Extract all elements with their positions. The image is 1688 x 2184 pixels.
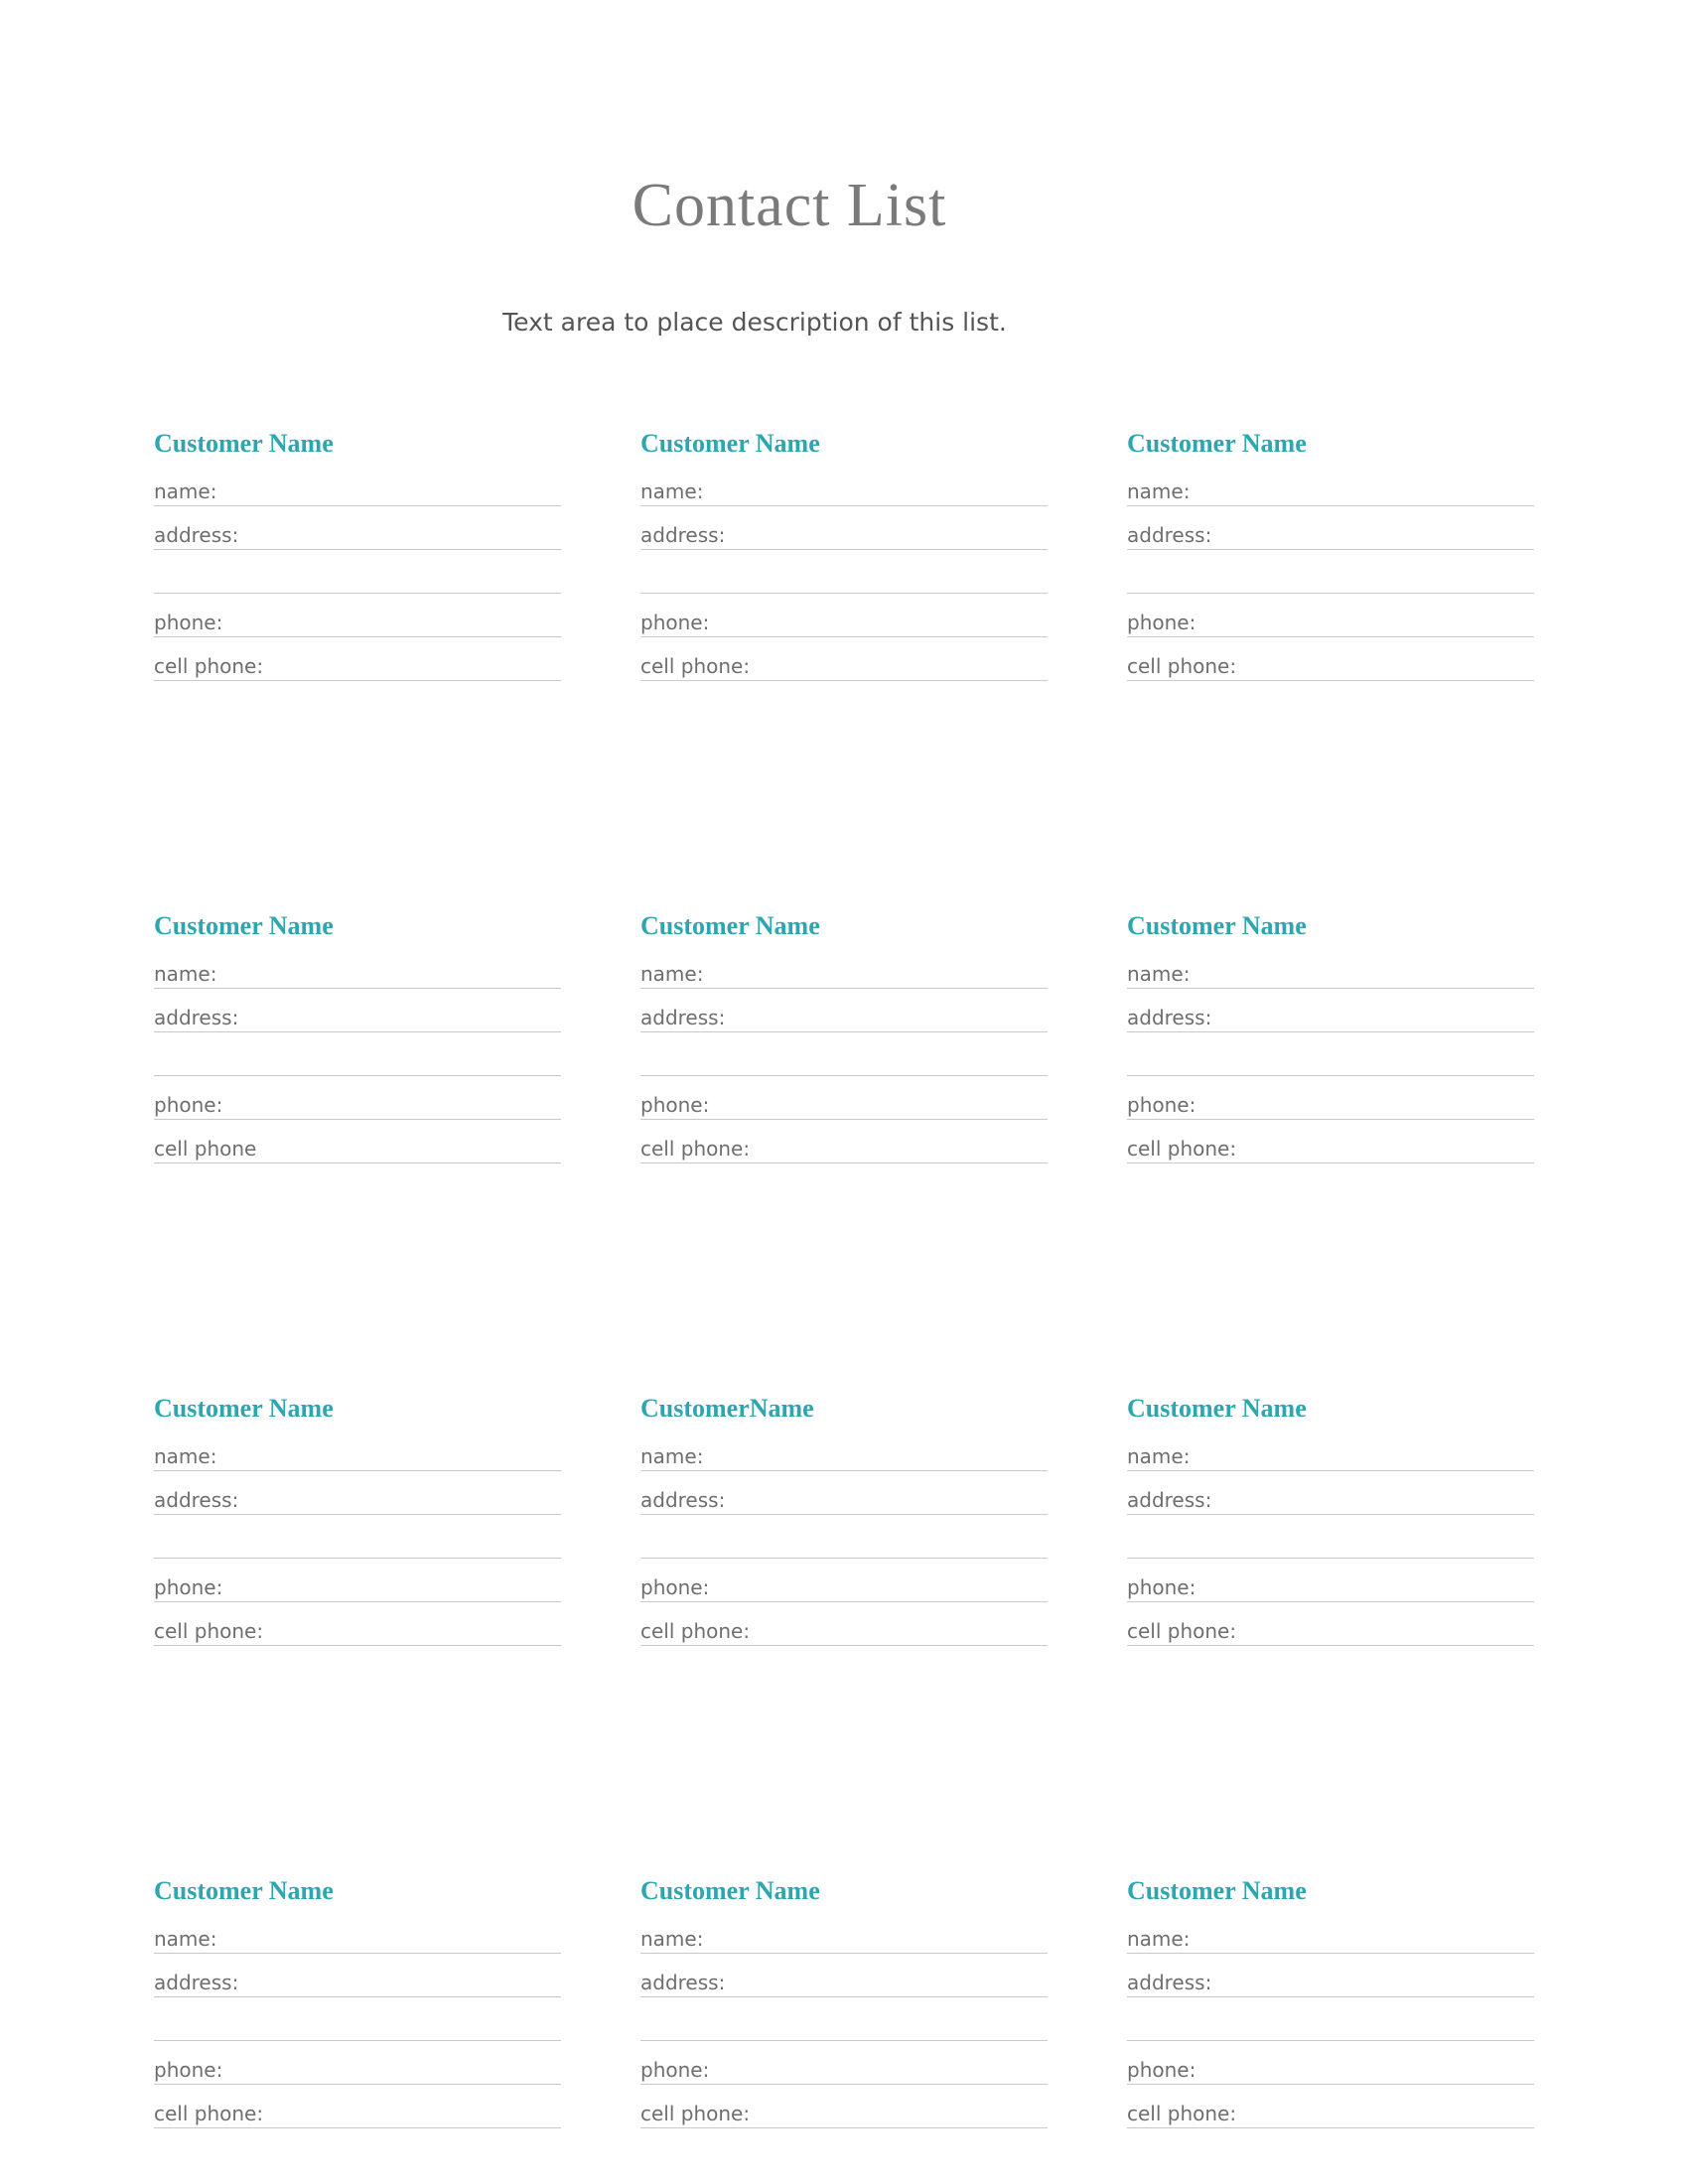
- name-field[interactable]: [1127, 1428, 1534, 1471]
- contact-card: [640, 1872, 1048, 2128]
- page-title: Contact List: [632, 172, 947, 239]
- address-line-2-field[interactable]: [640, 1032, 1048, 1076]
- name-label: name:: [154, 479, 217, 503]
- address-label: address:: [640, 523, 726, 547]
- name-label: name:: [640, 1927, 704, 1951]
- contact-card: [154, 425, 561, 681]
- phone-label: phone:: [1127, 1093, 1196, 1117]
- name-field[interactable]: [1127, 1910, 1534, 1954]
- address-field[interactable]: [154, 506, 561, 550]
- name-field[interactable]: [154, 945, 561, 989]
- customer-name-heading: Customer Name: [154, 1394, 334, 1423]
- name-field[interactable]: [154, 463, 561, 506]
- phone-label: phone:: [154, 1575, 223, 1599]
- customer-name-heading: Customer Name: [640, 429, 820, 458]
- contact-cards-grid: [154, 425, 1534, 2128]
- name-field[interactable]: [1127, 463, 1534, 506]
- address-line-2-field[interactable]: [154, 1515, 561, 1559]
- address-label: address:: [1127, 1006, 1212, 1029]
- customer-name-heading: Customer Name: [640, 1876, 820, 1905]
- name-label: name:: [154, 1927, 217, 1951]
- cell-phone-field[interactable]: [1127, 1602, 1534, 1646]
- phone-field[interactable]: [154, 1559, 561, 1602]
- phone-label: phone:: [154, 611, 223, 634]
- cell-phone-label: cell phone:: [640, 2102, 751, 2125]
- cell-phone-field[interactable]: [640, 637, 1048, 681]
- cell-phone-label: cell phone: [154, 1137, 257, 1160]
- contact-card: [1127, 1872, 1534, 2128]
- address-label: address:: [1127, 1488, 1212, 1512]
- cell-phone-field[interactable]: [1127, 2085, 1534, 2128]
- address-field[interactable]: [154, 1471, 561, 1515]
- contact-card: [154, 1872, 561, 2128]
- phone-label: phone:: [640, 611, 710, 634]
- phone-label: phone:: [640, 1093, 710, 1117]
- address-label: address:: [154, 523, 239, 547]
- contact-card: [640, 425, 1048, 681]
- address-line-2-field[interactable]: [640, 1997, 1048, 2041]
- contact-card: [1127, 1390, 1534, 1646]
- phone-field[interactable]: [640, 2041, 1048, 2085]
- cell-phone-field[interactable]: [1127, 1120, 1534, 1163]
- name-field[interactable]: [640, 1428, 1048, 1471]
- cell-phone-label: cell phone:: [640, 1137, 751, 1160]
- address-field[interactable]: [1127, 989, 1534, 1032]
- address-label: address:: [640, 1971, 726, 1994]
- phone-label: phone:: [1127, 611, 1196, 634]
- address-label: address:: [154, 1006, 239, 1029]
- address-line-2-field[interactable]: [1127, 1997, 1534, 2041]
- cell-phone-field[interactable]: [154, 637, 561, 681]
- cell-phone-label: cell phone:: [154, 654, 264, 678]
- contact-card: [640, 907, 1048, 1163]
- address-label: address:: [1127, 1971, 1212, 1994]
- cell-phone-label: cell phone:: [1127, 1619, 1237, 1643]
- cell-phone-label: cell phone:: [1127, 2102, 1237, 2125]
- phone-field[interactable]: [1127, 1559, 1534, 1602]
- address-field[interactable]: [1127, 1954, 1534, 1997]
- customer-name-heading: Customer Name: [1127, 1394, 1307, 1423]
- address-field[interactable]: [1127, 1471, 1534, 1515]
- cell-phone-label: cell phone:: [640, 654, 751, 678]
- cell-phone-field[interactable]: [154, 2085, 561, 2128]
- customer-name-heading: CustomerName: [640, 1394, 814, 1423]
- address-field[interactable]: [640, 506, 1048, 550]
- phone-label: phone:: [1127, 2058, 1196, 2082]
- cell-phone-field[interactable]: [640, 2085, 1048, 2128]
- address-field[interactable]: [640, 1954, 1048, 1997]
- customer-name-heading: Customer Name: [154, 911, 334, 940]
- name-label: name:: [640, 962, 704, 986]
- name-field[interactable]: [640, 463, 1048, 506]
- cell-phone-field[interactable]: [640, 1602, 1048, 1646]
- address-line-2-field[interactable]: [1127, 1515, 1534, 1559]
- phone-field[interactable]: [154, 594, 561, 637]
- name-label: name:: [1127, 479, 1191, 503]
- phone-field[interactable]: [1127, 1076, 1534, 1120]
- customer-name-heading: Customer Name: [1127, 429, 1307, 458]
- name-label: name:: [1127, 962, 1191, 986]
- name-label: name:: [640, 479, 704, 503]
- contact-card: [1127, 425, 1534, 681]
- address-line-2-field[interactable]: [1127, 550, 1534, 594]
- address-line-2-field[interactable]: [640, 1515, 1048, 1559]
- phone-field[interactable]: [154, 2041, 561, 2085]
- phone-field[interactable]: [640, 594, 1048, 637]
- phone-field[interactable]: [154, 1076, 561, 1120]
- address-field[interactable]: [1127, 506, 1534, 550]
- name-field[interactable]: [1127, 945, 1534, 989]
- phone-label: phone:: [1127, 1575, 1196, 1599]
- name-field[interactable]: [640, 945, 1048, 989]
- name-label: name:: [1127, 1444, 1191, 1468]
- cell-phone-field[interactable]: [154, 1602, 561, 1646]
- address-line-2-field[interactable]: [154, 550, 561, 594]
- address-label: address:: [154, 1488, 239, 1512]
- name-label: name:: [640, 1444, 704, 1468]
- cell-phone-label: cell phone:: [154, 1619, 264, 1643]
- contact-card: [640, 1390, 1048, 1646]
- phone-field[interactable]: [640, 1076, 1048, 1120]
- name-label: name:: [154, 962, 217, 986]
- customer-name-heading: Customer Name: [1127, 911, 1307, 940]
- customer-name-heading: Customer Name: [154, 1876, 334, 1905]
- contact-card: [154, 1390, 561, 1646]
- address-field[interactable]: [154, 989, 561, 1032]
- address-label: address:: [640, 1488, 726, 1512]
- cell-phone-field[interactable]: [1127, 637, 1534, 681]
- phone-label: phone:: [640, 2058, 710, 2082]
- contact-card: [1127, 907, 1534, 1163]
- contact-card: [154, 907, 561, 1163]
- address-field[interactable]: [640, 1471, 1048, 1515]
- phone-label: phone:: [640, 1575, 710, 1599]
- customer-name-heading: Customer Name: [154, 429, 334, 458]
- cell-phone-label: cell phone:: [640, 1619, 751, 1643]
- phone-field[interactable]: [640, 1559, 1048, 1602]
- phone-field[interactable]: [1127, 2041, 1534, 2085]
- cell-phone-field[interactable]: [154, 1120, 561, 1163]
- name-label: name:: [1127, 1927, 1191, 1951]
- cell-phone-field[interactable]: [640, 1120, 1048, 1163]
- customer-name-heading: Customer Name: [640, 911, 820, 940]
- name-field[interactable]: [154, 1910, 561, 1954]
- customer-name-heading: Customer Name: [1127, 1876, 1307, 1905]
- address-line-2-field[interactable]: [1127, 1032, 1534, 1076]
- name-field[interactable]: [640, 1910, 1048, 1954]
- phone-label: phone:: [154, 2058, 223, 2082]
- page-description: Text area to place description of this list.: [502, 308, 1007, 337]
- phone-field[interactable]: [1127, 594, 1534, 637]
- cell-phone-label: cell phone:: [1127, 1137, 1237, 1160]
- address-field[interactable]: [640, 989, 1048, 1032]
- address-label: address:: [640, 1006, 726, 1029]
- address-label: address:: [154, 1971, 239, 1994]
- cell-phone-label: cell phone:: [1127, 654, 1237, 678]
- phone-label: phone:: [154, 1093, 223, 1117]
- address-label: address:: [1127, 523, 1212, 547]
- address-field[interactable]: [154, 1954, 561, 1997]
- address-line-2-field[interactable]: [154, 1032, 561, 1076]
- cell-phone-label: cell phone:: [154, 2102, 264, 2125]
- name-field[interactable]: [154, 1428, 561, 1471]
- address-line-2-field[interactable]: [154, 1997, 561, 2041]
- name-label: name:: [154, 1444, 217, 1468]
- address-line-2-field[interactable]: [640, 550, 1048, 594]
